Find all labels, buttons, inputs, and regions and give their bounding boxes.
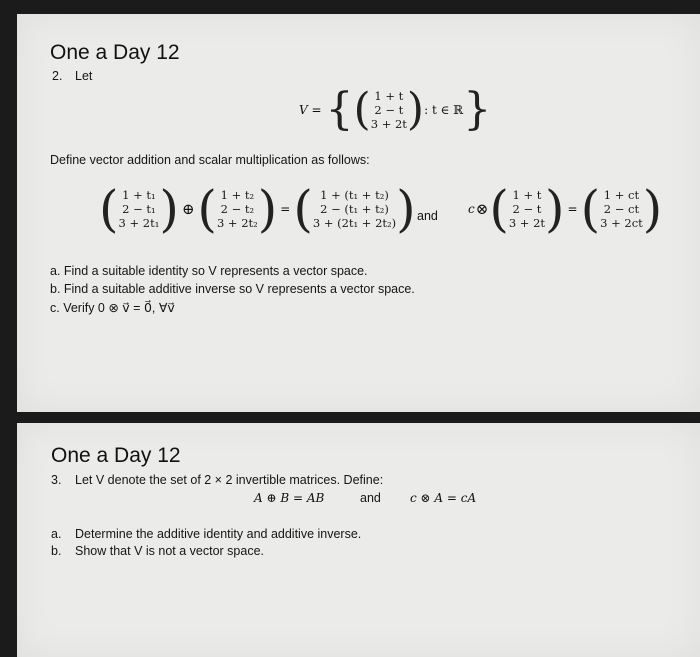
right-brace: } xyxy=(463,84,492,135)
vector-entry: 3 + 2t₂ xyxy=(216,216,258,230)
left-brace: { xyxy=(325,84,354,135)
right-paren: ) xyxy=(396,180,416,238)
problem-number: 3. xyxy=(51,473,62,487)
right-paren: ) xyxy=(406,84,425,135)
part-a: a. Find a suitable identity so V represents a vector space. xyxy=(50,264,368,278)
vector-entry: 1 + t₂ xyxy=(220,188,255,202)
left-paren: ( xyxy=(197,180,217,238)
vector-v1 xyxy=(119,188,160,230)
and-connector: and xyxy=(360,491,381,505)
set-vector xyxy=(371,89,407,131)
otimes-operator: ⊗ xyxy=(475,200,489,218)
vector-v2 xyxy=(217,188,258,230)
part-a-label: a. xyxy=(51,527,62,541)
part-c: c. Verify 0 ⊗ v⃗ = 0⃗, ∀v⃗ xyxy=(50,301,175,315)
right-paren: ) xyxy=(159,180,179,238)
set-definition xyxy=(299,84,492,135)
vector-entry: 1 + (t₁ + t₂) xyxy=(320,188,389,202)
left-paren: ( xyxy=(580,180,601,238)
addition-rule xyxy=(99,180,416,238)
left-paren: ( xyxy=(99,180,119,238)
vector-scaled-result xyxy=(600,188,643,230)
vector-entry: 3 + 2ct xyxy=(600,216,643,230)
set-condition: : t ∈ ℝ xyxy=(424,103,464,117)
vector-entry: 3 + 2t xyxy=(508,216,546,230)
def-mul: c ⊗ A = cA xyxy=(410,491,477,505)
vector-v xyxy=(509,188,545,230)
vector-entry: 3 + 2t₁ xyxy=(118,216,160,230)
part-b: Show that V is not a vector space. xyxy=(75,544,264,558)
part-b-label: b. xyxy=(51,544,62,558)
define-text: Define vector addition and scalar multiplication as follows: xyxy=(50,153,370,167)
vector-entry: 2 − t xyxy=(512,202,542,216)
equals-sign: = xyxy=(280,202,291,216)
oplus-operator: ⊕ xyxy=(181,200,195,218)
left-paren: ( xyxy=(489,180,509,238)
vector-entry: 1 + ct xyxy=(603,188,640,202)
part-a: Determine the additive identity and additive inverse. xyxy=(75,527,362,541)
worksheet-page-1 xyxy=(17,14,700,412)
part-b: b. Find a suitable additive inverse so V represents a vector space. xyxy=(50,282,415,296)
and-connector: and xyxy=(417,209,438,223)
vector-entry: 1 + t xyxy=(512,188,542,202)
scalar-rule xyxy=(468,180,663,238)
right-paren: ) xyxy=(257,180,278,238)
worksheet-page-2 xyxy=(17,423,700,657)
equals-sign: = xyxy=(567,202,578,216)
right-paren: ) xyxy=(545,180,565,238)
scalar-symbol: c xyxy=(468,202,475,216)
page-title: One a Day 12 xyxy=(51,444,181,467)
vector-sum-result xyxy=(313,188,396,230)
vector-entry: 3 + 2t xyxy=(370,117,407,131)
vector-entry: 1 + t xyxy=(374,89,404,103)
vector-entry: 1 + t₁ xyxy=(122,188,156,202)
page-title: One a Day 12 xyxy=(50,41,180,64)
vector-entry: 2 − t xyxy=(374,103,404,117)
vector-entry: 3 + (2t₁ + 2t₂) xyxy=(312,216,397,230)
vector-entry: 2 − (t₁ + t₂) xyxy=(320,202,389,216)
problem-text: Let V denote the set of 2 × 2 invertible matrices. Define: xyxy=(75,473,384,487)
left-paren: ( xyxy=(353,84,371,135)
vector-entry: 2 − t₂ xyxy=(220,202,255,216)
set-lhs: V = xyxy=(299,103,322,117)
vector-entry: 2 − ct xyxy=(603,202,640,216)
def-add: A ⊕ B = AB xyxy=(254,491,325,505)
left-paren: ( xyxy=(293,180,313,238)
right-paren: ) xyxy=(642,180,663,238)
problem-number: 2. xyxy=(52,69,63,83)
vector-entry: 2 − t₁ xyxy=(122,202,156,216)
problem-intro: Let xyxy=(75,69,93,83)
